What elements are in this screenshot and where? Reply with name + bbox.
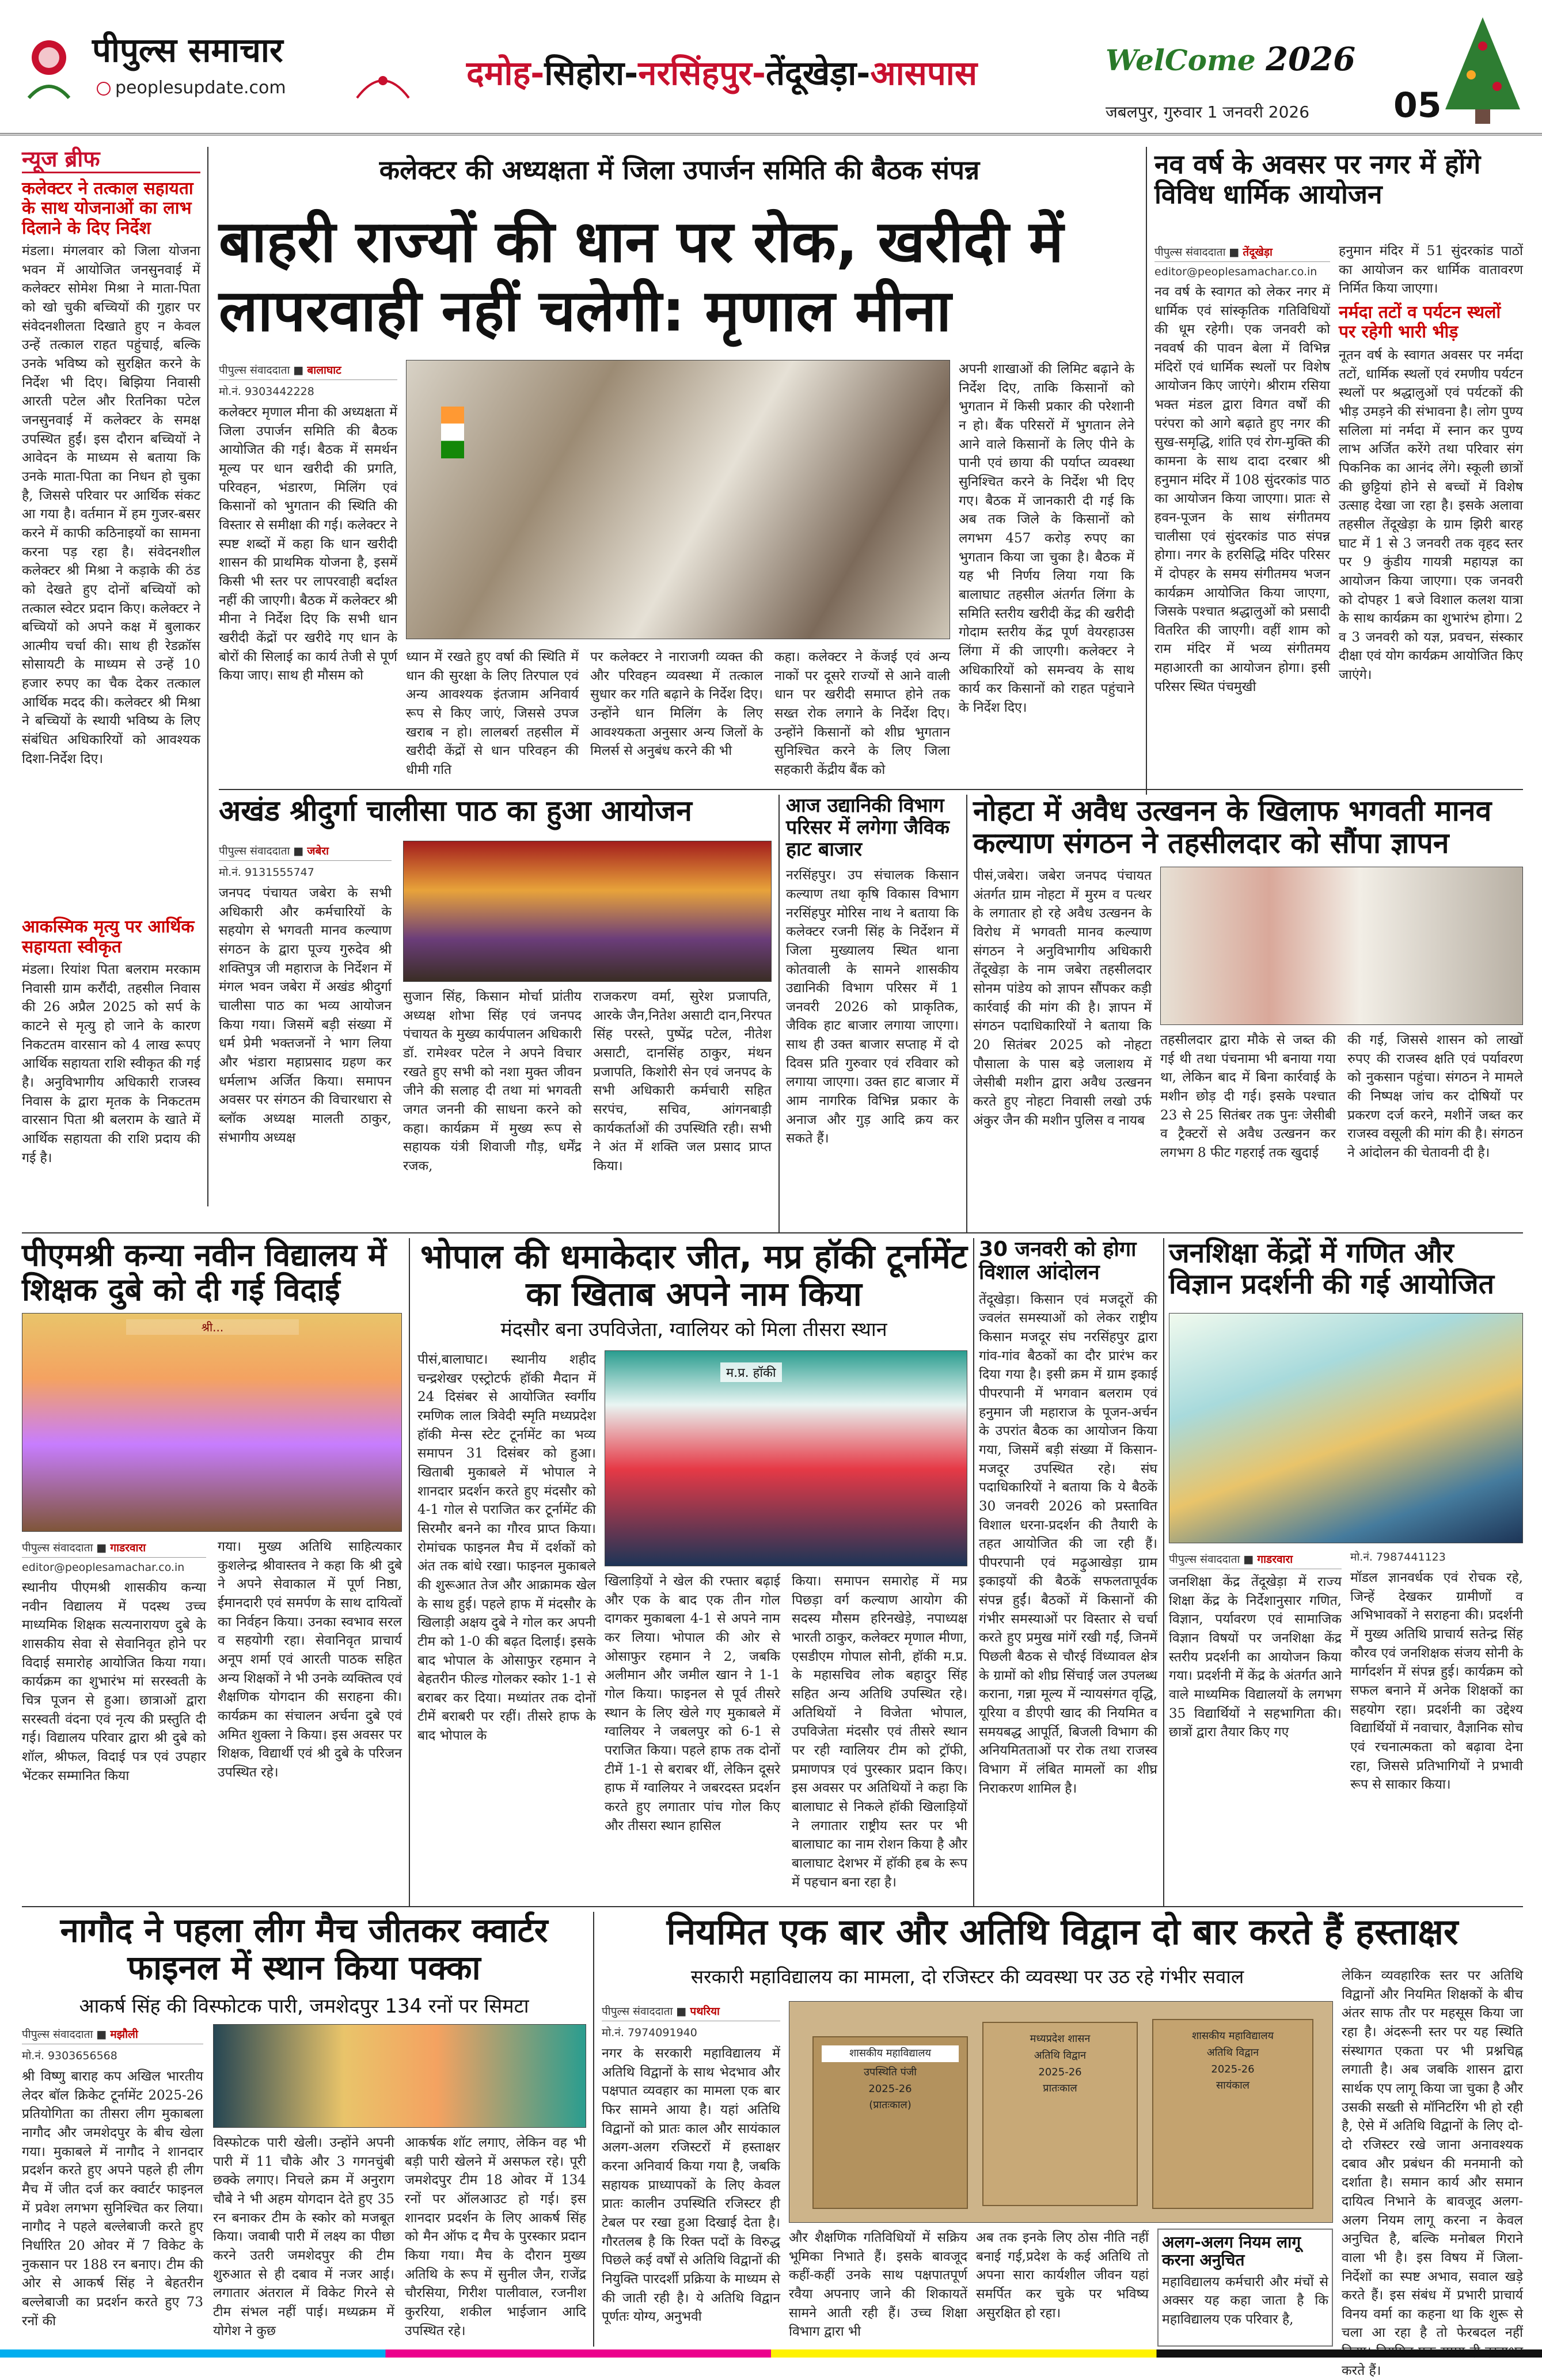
welcome-year: 2026: [1266, 40, 1356, 78]
lead-mobile: मो.नं. 9303442228: [219, 385, 314, 398]
lead-col1-text: कलेक्टर मृणाल मीना की अध्यक्षता में जिला उपार्जन समिति की बैठक आयोजित की गई। बैठक में समर्थन मूल्य पर धान खरीदी की प्रगति, परिवहन, भंडारण, मिलिंग एवं किसानों को भुगतान की स्थिति की विस्तार से समीक्षा की गई। कलेक्टर ने स्पष्ट शब्दों में कहा कि धान खरीदी शासन की प्राथमिक योजना है, इसमें किसी भी स्तर पर लापरवाही बर्दाश्त नहीं की जाएगी। बैठक में कलेक्टर श्री मीना ने निर्देश दिए कि सभी धान खरीदी केंद्रों पर खरीदे गए धान के बोरों की सिलाई का कार्य तेजी से पूर्ण किया जाए। साथ ही मौसम को: [219, 405, 397, 684]
xmas-tree-icon: [1440, 12, 1526, 127]
register-headline: नियमित एक बार और अतिथि विद्वान दो बार करते हैं हस्ताक्षर: [666, 1911, 1459, 1953]
cricket-col2-text: विस्फोटक पारी खेली। उन्होंने अपनी पारी में 11 चौके और 3 गगनचुंबी छक्के लगाए। निचले क्रम में अनुराग चौबे ने भी अहम योगदान देते हुए 35 रन बनाकर टीम के स्कोर को मजबूत किया। जवाबी पारी में लक्ष्य का पीछा करने उतरी जमशेदपुर की टीम शुरुआत से ही दबाव में नजर आई। लगातार अंतराल में विकेट गिरने से टीम संभल नहीं पाई। मध्यक्रम में योगेश ने कुछ: [213, 2135, 394, 2339]
register-mobile: मो.नं. 7974091940: [602, 2026, 697, 2039]
page-number: 05: [1393, 85, 1442, 126]
byline-text: पीपुल्स संवाददाता: [1169, 1553, 1240, 1566]
lead-col5-text: अपनी शाखाओं की लिमिट बढ़ाने के निर्देश दिए, ताकि किसानों को भुगतान में किसी प्रकार की परेशानी न हो। बैंक परिसरों में भुगतान लेने आने वाले किसानों के लिए पीने के पानी एवं छाया की पर्याप्त व्यवस्था सुनिश्चित करने के निर्देश भी दिए गए। बैठक में जानकारी दी गई कि अब तक जिले के किसानों को लगभग 457 करोड़ रुपए का भुगतान किया जा चुका है। बैठक में यह भी निर्णय लिया गया कि बालाघाट तहसील अंतर्गत लिंगा के समिति स्तरीय खरीदी केंद्र की खरीदी गोदाम स्तरीय केंद्र पूर्ण वेयरहाउस लिंगा में की जाएगी। कलेक्टर ने अधिकारियों को समन्वय के साथ कार्य कर किसानों को राहत पहुंचाने के निर्देश दिए।: [959, 362, 1134, 715]
divider: [778, 795, 780, 1232]
brief2-body: मंडला। रियांश पिता बलराम मरकाम निवासी ग्राम करौंदी, तहसील निवास की 26 अप्रैल 2025 को सर्प के काटने से मृत्यु हो जाने के कारण निकटतम वारसान को 4 लाख रूपए आर्थिक सहायता राशि स्वीकृत की गई है। अनुविभागीय अधिकारी राजस्व निवास के द्वारा मृतक के निकटतम वारसान पिता श्री बलराम के खाते में आर्थिक सहायता की राशि प्रदाय की गई है।: [22, 962, 200, 1166]
register-2-label-c: 2025-26: [1038, 2066, 1082, 2078]
farewell-headline: पीएमश्री कन्या नवीन विद्यालय में शिक्षक दुबे को दी गई विदाई: [22, 1237, 387, 1308]
divider: [207, 147, 208, 1206]
welcome-banner: [1106, 40, 1355, 78]
register-col4: [1342, 1967, 1523, 2378]
chalisa-col2-text: सुजान सिंह, किसान मोर्चा प्रांतीय अध्यक्ष शोभा सिंह एवं जनपद पंचायत के मुख्य कार्यपालन अधिकारी डॉ. रामेश्वर पटेल ने अपने विचार रखते हुए सभी को नशा मुक्त जीवन जीने की सलाह दी तथा मां भगवती जगत जननी की साधना करने को कहा। कार्यक्रम में मुख्य रूप से सहायक यंत्री शिवाजी गौड़, धर्मेंद्र रजक,: [403, 989, 582, 1174]
protest-story: [979, 1238, 1157, 1906]
register-3-label-d: सायंकाल: [1216, 2079, 1249, 2092]
register-byline: पीपुल्स संवाददाता ■ पथरिया: [602, 2001, 780, 2021]
edition-part-sihora: सिहोरा-: [544, 54, 639, 93]
masthead-ornament-mid: [351, 63, 415, 109]
divider: [966, 795, 967, 1232]
science-col2: [1350, 1549, 1523, 1906]
cricket-col3: [405, 2134, 586, 2347]
lead-col3: [590, 648, 763, 812]
science-col1-text: जनशिक्षा केंद्र तेंदूखेड़ा में राज्य शिक्षा केंद्र के निर्देशानुसार गणित, विज्ञान, पर्यावरण एवं सामाजिक विज्ञान विषयों पर जनशिक्षा केंद्र स्तरीय प्रदर्शनी का आयोजन किया गया। प्रदर्शनी में केंद्र के अंतर्गत आने वाले माध्यमिक विद्यालयों के लगभग 35 विद्यार्थियों ने सहभागिता की। छात्रों द्वारा तैयार किए गए: [1169, 1574, 1342, 1740]
register-3-label-c: 2025-26: [1211, 2063, 1255, 2075]
hockey-col1-text: पीसं,बालाघाट। स्थानीय शहीद चन्द्रशेखर एस्ट्रोटर्फ हॉकी मैदान में 24 दिसंबर से आयोजित स्वर्गीय रमणिक लाल त्रिवेदी स्मृति मध्यप्रदेश हॉकी मेन्स स्टेट टूर्नामेंट का भव्य समापन 31 दिसंबर को हुआ। खिताबी मुकाबले में भोपाल ने शानदार प्रदर्शन करते हुए मंदसौर को 4-1 गोल से पराजित कर टूर्नामेंट की सिरमौर बनने का गौरव प्राप्त किया। रोमांचक फाइनल मैच में दर्शकों को अंत तक बांधे रखा। फाइनल मुकाबले की शुरूआत तेज और आक्रामक खेल के साथ हुई। पहले हाफ में मंदसौर के खिलाड़ी अक्षय दुबे ने गोल कर अपनी टीम को 1-0 की बढ़त दिलाई। इसके बाद भोपाल के ओसाफुर रहमान ने बेहतरीन फील्ड गोलकर स्कोर 1-1 से बराबर कर दिया। मध्यांतर तक दोनों टीमें बराबरी पर रहीं। तीसरे हाफ के बाद भोपाल के: [417, 1352, 596, 1744]
haat-headline: आज उद्यानिकी विभाग परिसर में लगेगा जैविक हाट बाजार: [786, 794, 949, 861]
edition-part-narsinghpur: नरसिंहपुर-: [638, 54, 766, 93]
divider: [22, 1232, 1523, 1233]
lead-col5: [959, 360, 1134, 812]
chalisa-mobile: मो.नं. 9131555747: [219, 866, 314, 879]
chalisa-col1: [219, 841, 392, 1232]
register-2-label-d: प्रातःकाल: [1043, 2082, 1077, 2095]
byline-place: गाडरवारा: [1257, 1553, 1293, 1566]
register-col2: [789, 2229, 967, 2347]
illegal-photo: [1160, 867, 1523, 1025]
edition-title: [466, 55, 977, 92]
cricket-col2: [213, 2134, 394, 2347]
farewell-col2: [218, 1538, 402, 1906]
byline-text: पीपुल्स संवाददाता: [602, 2005, 673, 2018]
register-1-label-d: (प्रातःकाल): [869, 2099, 911, 2112]
edition-part-damoh: दमोह-: [466, 54, 545, 93]
cricket-byline: पीपुल्स संवाददाता ■ मझौली: [22, 2024, 203, 2044]
hockey-photo: [605, 1350, 967, 1566]
hockey-banner: म.प्र. हॉकी: [720, 1362, 782, 1382]
register-3-label-b: अतिथि विद्वान: [1206, 2046, 1259, 2059]
hockey-col1: [417, 1350, 596, 1906]
globe-icon: [97, 82, 111, 96]
religious-col2-top: हनुमान मंदिर में 51 सुंदरकांड पाठों का आयोजन कर धार्मिक वातावरण निर्मित किया जाएगा।: [1339, 244, 1523, 297]
lead-headline: बाहरी राज्यों की धान पर रोक, खरीदी में लापरवाही नहीं चलेगी: मृणाल मीना: [219, 208, 1064, 344]
register-col3: [976, 2229, 1149, 2347]
masthead-website: [97, 78, 286, 98]
lead-photo-meeting: [406, 360, 950, 639]
cricket-col3-text: आकर्षक शॉट लगाए, लेकिन वह भी बड़ी पारी खेलने में असफल रहे। पूरी जमशेदपुर टीम 18 ओवर में 134 रनों पर ऑलआउट हो गई। इस शानदार प्रदर्शन के लिए आकर्ष सिंह को मैन ऑफ द मैच के पुरस्कार प्रदान किया गया। मैच के दौरान मुख्य अतिथि के रूप में सुनील जैन, राजेंद्र चौरसिया, गिरीश पालीवाल, रजनीश कुररिया, शकील भाईजान आदि उपस्थित रहे।: [405, 2135, 586, 2339]
illegal-headline: नोहटा में अवैध उत्खनन के खिलाफ भगवती मानव कल्याण संगठन ने तहसीलदार को सौंपा ज्ञापन: [973, 794, 1492, 860]
website-text: peoplesupdate.com: [115, 78, 286, 98]
lead-col4: [774, 648, 950, 812]
chalisa-col3-text: राजकरण वर्मा, सुरेश प्रजापति, आरके जैन,नितेश असाटी दान,निरपत सिंह परस्ते, पुष्पेंद्र पटेल, नीतेश असाटी, दानसिंह ठाकुर, मंथन प्रजापति, किशोरी सेन एवं जनपद के सभी अधिकारी कर्मचारी सहित सरपंच, सचिव, आंगनबाड़ी कार्यकर्ताओं की उपस्थिति रही। सभी ने अंत में शक्ति जल प्रसाद प्राप्त किया।: [593, 989, 772, 1174]
brief1-title: कलेक्टर ने तत्काल सहायता के साथ योजनाओं का लाभ दिलाने के दिए निर्देश: [22, 178, 193, 238]
chalisa-photo: [403, 841, 772, 982]
divider: [22, 1906, 1523, 1907]
cricket-col1: [22, 2024, 203, 2347]
color-registration-bar: [0, 2349, 1542, 2358]
farewell-byline: पीपुल्स संवाददाता ■ गाडरवारा: [22, 1538, 206, 1558]
byline-place: गाडरवारा: [110, 1542, 146, 1554]
byline-place: बालाघाट: [307, 364, 341, 377]
illegal-col1: [973, 867, 1152, 1128]
register-1-label-b: उपस्थिति पंजी: [864, 2066, 917, 2078]
cricket-headline: नागौद ने पहला लीग मैच जीतकर क्वार्टर फाइनल में स्थान किया पक्का: [60, 1911, 548, 1987]
religious-col1: [1154, 242, 1330, 795]
divider: [593, 1912, 594, 2347]
cricket-col1-text: श्री विष्णु बाराह कप अखिल भारतीय लेदर बॉल क्रिकेट टूर्नामेंट 2025-26 प्रतियोगिता का तीसरा लीग मुकाबला नागौद और जमशेदपुर के बीच खेला गया। मुकाबले में नागौद ने शानदार प्रदर्शन करते हुए अपने पहले ही लीग मैच में जीत दर्ज कर क्वार्टर फाइनल में प्रवेश लगभग सुनिश्चित कर लिया। नागौद ने पहले बल्लेबाजी करते हुए निर्धारित 20 ओवर में 7 विकेट के नुकसान पर 188 रन बनाए। टीम की ओर से आकर्ष सिंह ने बेहतरीन बल्लेबाजी का प्रदर्शन करते हुए 73 रनों की: [22, 2069, 203, 2329]
cricket-subhead: आकर्ष सिंह की विस्फोटक पारी, जमशेदपुर 134 रनों पर सिमटा: [79, 1995, 529, 2018]
byline-text: पीपुल्स संवाददाता: [22, 1542, 93, 1554]
register-3: [1152, 2019, 1313, 2209]
register-col2-text: और शैक्षणिक गतिविधियों में सक्रिय भूमिका निभाते हैं। इसके बावजूद कहीं-कहीं उनके साथ पक्षपातपूर्ण रवैया अपनाए जाने की शिकायतें सामने आती रही हैं। उच्च शिक्षा विभाग द्वारा भी: [789, 2230, 967, 2340]
science-byline: पीपुल्स संवाददाता ■ गाडरवारा: [1169, 1549, 1342, 1569]
register-2: [982, 2022, 1138, 2206]
science-col1: [1169, 1549, 1342, 1906]
masthead-ornament-left: [23, 35, 75, 109]
farewell-photo: [22, 1313, 402, 1532]
register-col3-text: अब तक इनके लिए ठोस नीति नहीं बनाई गई,प्रदेश के कई अतिथि तो अपना सारा कार्यशील जीवन यहां समर्पित कर चुके पर भविष्य असुरक्षित हो रहा।: [976, 2230, 1149, 2321]
chalisa-headline: अखंड श्रीदुर्गा चालीसा पाठ का हुआ आयोजन: [219, 794, 692, 828]
illegal-body1: पीसं,जबेरा। जबेरा जनपद पंचायत अंतर्गत ग्राम नोहटा में मुरम व पत्थर के लगातार हो रहे अवैध उत्खनन के विरोध में भगवती मानव कल्याण संगठन ने अनुविभागीय अधिकारी तेंदूखेड़ा के नाम जबेरा तहसीलदार सोनम पांडेय को ज्ञापन सौंपकर कड़ी कार्रवाई की मांग की है। ज्ञापन में संगठन पदाधिकारियों ने बताया कि 20 सितंबर 2025 को नोहटा पौसाला के पास बड़े जलाशय में जेसीबी मशीन द्वारा अवैध उत्खनन करते हुए नोहटा निवासी लखो उर्फ अंकुर जैन की मशीन पुलिस व नायब: [973, 868, 1152, 1128]
religious-email: editor@peoplesamachar.co.in: [1154, 265, 1317, 278]
farewell-col1-text: स्थानीय पीएमश्री शासकीय कन्या नवीन विद्यालय में पदस्थ उच्च माध्यमिक शिक्षक सत्यनारायण दुबे के शासकीय सेवा से सेवानिवृत होने पर विदाई समारोह आयोजित किया गया। कार्यक्रम का शुभारंभ मां सरस्वती के चित्र पूजन से हुआ। छात्राओं द्वारा सरस्वती वंदना एवं नृत्य की प्रस्तुति दी गई। विद्यालय परिवार द्वारा श्री दुबे को शॉल, श्रीफल, विदाई पत्र एवं उपहार भेंटकर सम्मानित किया: [22, 1580, 206, 1783]
hockey-col3-text: किया। समापन समारोह में मप्र पिछड़ा वर्ग कल्याण आयोग की सदस्य मौसम हरिनखेड़े, नपाध्यक्ष भारती ठाकुर, कलेक्टर मृणाल मीणा, एसडीएम गोपाल सोनी, हॉकी म.प्र. के महासचिव लोक बहादुर सिंह सहित अन्य अतिथि उपस्थित रहे। अतिथियों ने विजेता भोपाल, उपविजेता मंदसौर एवं तीसरे स्थान पर रही ग्वालियर टीम को ट्रॉफी, प्रमाणपत्र एवं पुरस्कार प्रदान किए। इस अवसर पर अतिथियों ने कहा कि बालाघाट से निकले हॉकी खिलाड़ियों ने लगातार राष्ट्रीय स्तर पर भी बालाघाट का नाम रोशन किया है और बालाघाट देशभर में हॉकी हब के रूप में पहचान बना रहा है।: [792, 1574, 967, 1890]
divider: [1163, 1238, 1164, 1906]
lead-col4-text: कहा। कलेक्टर ने केंजई एवं अन्य नाकों पर दूसरे राज्यों से आने वाली धान पर खरीदी समाप्त होने तक सख्त रोक लगाने के निर्देश दिए। उन्होंने किसानों को शीघ्र भुगतान सुनिश्चित करने के लिए जिला सहकारी केंद्रीय बैंक को: [774, 650, 950, 777]
hockey-col3: [792, 1572, 967, 1906]
religious-col2-text: नूतन वर्ष के स्वागत अवसर पर नर्मदा तटों, धार्मिक स्थलों एवं रमणीय पर्यटन स्थलों पर श्रद्धालुओं एवं पर्यटकों की भीड़ उमड़ने की संभावना है। लोग पुण्य सलिला मां नर्मदा में स्नान कर पुण्य लाभ अर्जित करेंगे तथा परिवार संग पिकनिक का आनंद लेंगे। स्कूली छात्रों की छुट्टियां होने से बच्चों में विशेष उत्साह देखा जा रहा है। इसके अलावा तहसील तेंदूखेड़ा के ग्राम झिरी बारह घाट में 1 से 3 जनवरी तक वृहद स्तर पर 9 कुंडीय गायत्री महायज्ञ का आयोजन किया जाएगा। एक जनवरी को दोपहर 1 बजे विशाल कलश यात्रा के साथ कार्यक्रम का शुभारंभ होगा। 2 व 3 जनवरी को यज्ञ, प्रवचन, संस्कार दीक्षा एवं योग कार्यक्रम आयोजित किए जाएंगे।: [1339, 347, 1523, 683]
byline-place: पथरिया: [690, 2005, 720, 2018]
edition-part-aaspaas: आसपास: [870, 54, 978, 93]
farewell-col2-text: गया। मुख्य अतिथि साहित्यकार कुशलेन्द्र श्रीवास्तव ने कहा कि श्री दुबे ने अपने सेवाकाल में पूर्ण निष्ठा, ईमानदारी एवं समर्पण के साथ दायित्वों का निर्वहन किया। उनका स्वभाव सरल व सहयोगी रहा। सेवानिवृत प्राचार्य अनूप शर्मा एवं आरती पाठक सहित अन्य शिक्षकों ने भी उनके व्यक्तित्व एवं शैक्षणिक योगदान की सराहना की। कार्यक्रम का संचालन अर्चना दुबे एवं अमित शुक्ला ने किया। इस अवसर पर शिक्षक, विद्यार्थी एवं श्री दुबे के परिजन उपस्थित रहे।: [218, 1539, 402, 1780]
register-2-label-b: अतिथि विद्वान: [1034, 2049, 1087, 2062]
science-photo: [1169, 1313, 1523, 1543]
cricket-photo: [213, 2024, 586, 2128]
chalisa-col3: [593, 988, 772, 1232]
register-3-label-a: शासकीय महाविद्यालय: [1191, 2030, 1274, 2042]
lead-col1: [219, 360, 397, 809]
religious-col1-text: नव वर्ष के स्वागत को लेकर नगर में धार्मिक एवं सांस्कृतिक गतिविधियों की धूम रहेगी। एक जनवरी को नववर्ष की पावन बेला में विभिन्न मंदिरों एवं धार्मिक स्थलों पर विशेष आयोजन किए जाएंगे। श्रीराम रसिया भक्त मंडल द्वारा विगत वर्षों की परंपरा को आगे बढ़ाते हुए नगर की सुख-समृद्धि, शांति एवं रोग-मुक्ति की कामना के साथ दादा दरबार श्री हनुमान मंदिर में 108 सुंदरकांड पाठ का आयोजन किया जाएगा। प्रातः से हवन-पूजन के साथ संगीतमय चालीसा एवं सुंदरकांड पाठ संपन्न होगा। नगर के हरसिद्धि मंदिर परिसर में दोपहर के समय संगीतमय भजन कार्यक्रम आयोजित किया जाएगा, जिसके पश्चात श्रद्धालुओं को प्रसादी वितरित की जाएगी। वहीं शाम को राम मंदिर में भव्य संगीतमय महाआरती का आयोजन होगा। इसी परिसर स्थित पंचमुखी: [1154, 284, 1330, 694]
news-brief-label: न्यूज ब्रीफ: [22, 147, 200, 173]
illegal-col3: [1347, 1031, 1523, 1232]
farewell-banner: श्री...: [126, 1319, 299, 1335]
register-subhead: सरकारी महाविद्यालय का मामला, दो रजिस्टर की व्यवस्था पर उठ रहे गंभीर सवाल: [690, 1965, 1244, 1988]
chalisa-col2: [403, 988, 582, 1232]
religious-headline: नव वर्ष के अवसर पर नगर में होंगे विविध धार्मिक आयोजन: [1154, 149, 1481, 210]
brief2-title: आकस्मिक मृत्यु पर आर्थिक सहायता स्वीकृत: [22, 917, 195, 957]
byline-text: पीपुल्स संवाददाता: [219, 845, 290, 857]
register-1-label-c: 2025-26: [868, 2082, 912, 2095]
illegal-body3: की गई, जिससे शासन को लाखों रुपए की राजस्व क्षति एवं पर्यावरण को नुकसान पहुंचा। संगठन ने मामले की निष्पक्ष जांच कर दोषियों पर प्रकरण दर्ज करने, मशीनें जब्त कर राजस्व वसूली की मांग की है। संगठन ने आंदोलन की चेतावनी दी है।: [1347, 1033, 1523, 1160]
welcome-text: WelCome: [1106, 43, 1256, 77]
divider: [1146, 147, 1147, 795]
masthead-logo: पीपुल्स समाचार: [92, 31, 283, 70]
byline-text: पीपुल्स संवाददाता: [219, 364, 290, 377]
photo-flag-icon: [441, 407, 464, 458]
register-col1: [602, 2001, 780, 2347]
illegal-body2: तहसीलदार द्वारा मौके से जब्त की गई थी तथा पंचनामा भी बनाया गया था, लेकिन बाद में बिना कार्रवाई के मशीन छोड़ दी गई। इसके पश्चात 23 से 25 सितंबर तक पुनः जेसीबी व ट्रैक्टरों से अवैध उत्खनन कर लगभग 8 फीट गहराई तक खुदाई: [1160, 1033, 1336, 1160]
illegal-col2: [1160, 1031, 1336, 1232]
byline-place: जबेरा: [307, 845, 329, 857]
lead-col2-text: ध्यान में रखते हुए वर्षा की स्थिति में धान की सुरक्षा के लिए तिरपाल एवं अन्य आवश्यक इंतजाम अनिवार्य रूप से किए जाएं, जिससे उपज खराब न हो। लालबर्रा तहसील में खरीदी केंद्रों से धान परिवहन की धीमी गति: [406, 650, 579, 777]
byline-text: पीपुल्स संवाददाता: [1154, 246, 1226, 259]
hockey-subhead: मंदसौर बना उपविजेता, ग्वालियर को मिला तीसरा स्थान: [500, 1318, 887, 1341]
haat-story: [786, 795, 959, 1232]
brief1-body: मंडला। मंगलवार को जिला योजना भवन में आयोजित जनसुनवाई में कलेक्टर सोमेश मिश्रा ने माता-पिता को खो चुकी बच्चियों की गुहार पर संवेदनशीलता दिखाते हुए न केवल उन्हें तत्काल राहत पहुंचाई, बल्कि उनके भविष्य को सुरक्षित करने के निर्देश भी दिए। बिझिया निवासी आरती पटेल और रितनिका पटेल जनसुनवाई में कलेक्टर के समक्ष उपस्थित हुईं। इस दौरान बच्चियों ने आवेदन के माध्यम से बताया कि उनके माता-पिता का निधन हो चुका है, जिससे परिवार पर आर्थिक संकट आ गया है। वर्तमान में हम गुजर-बसर करने में काफी कठिनाइयों का सामना करना पड़ रहा है। संवेदनशील कलेक्टर श्री मिश्रा ने कड़ाके की ठंड को देखते हुए दोनों बच्चियों को तत्काल स्वेटर प्रदान किए। कलेक्टर ने बच्चियों को अपने कक्ष में बुलाकर आत्मीय चर्चा की। साथ ही रेडक्रॉस सोसायटी के माध्यम से उन्हें 10 हजार रुपए का चैक देकर तत्काल आर्थिक मदद की। कलेक्टर श्री मिश्रा ने बच्चियों के स्थायी भविष्य के लिए संबंधित अधिकारियों को आवश्यक दिशा-निर्देश दिए।: [22, 244, 200, 766]
science-headline: जनशिक्षा केंद्रों में गणित और विज्ञान प्रदर्शनी की गई आयोजित: [1169, 1237, 1494, 1300]
register-col1-text: नगर के सरकारी महाविद्यालय में अतिथि विद्वानों के साथ भेदभाव और पक्षपात व्यवहार का मामला एक बार फिर सामने आया है। यहां अतिथि विद्वानों को प्रातः काल और सायंकाल अलग-अलग रजिस्टरों में हस्ताक्षर करना अनिवार्य किया गया है, जबकि सहायक प्राध्यापकों के लिए केवल प्रातः कालीन उपस्थिति रजिस्टर ही टेबल पर रखा हुआ दिखाई देता है। गौरतलब है कि रिक्त पदों के विरुद्ध पिछले कई वर्षों से अतिथि विद्वानों की नियुक्ति पारदर्शी प्रक्रिया के माध्यम से की जाती रही है। ये अतिथि विद्वान पूर्णतः योग्य, अनुभवी: [602, 2046, 780, 2325]
masthead: [0, 0, 1542, 135]
register-1: [812, 2036, 968, 2209]
science-col2-text: मॉडल ज्ञानवर्धक एवं रोचक रहे, जिन्हें देखकर ग्रामीणों व अभिभावकों ने सराहना की। प्रदर्शनी में मुख्य अतिथि प्राचार्य सतेन्द्र सिंह कौरव एवं जनशिक्षक संजय सोनी के मार्गदर्शन में संपन्न हुई। कार्यक्रम को सफल बनाने में अनेक शिक्षकों का सहयोग रहा। प्रदर्शनी का उद्देश्य विद्यार्थियों में नवाचार, वैज्ञानिक सोच एवं रचनात्मकता को बढ़ावा देना रहा, जिससे प्रतिभागियों ने प्रभावी रूप से साकार किया।: [1350, 1570, 1523, 1793]
chalisa-col1-text: जनपद पंचायत जबेरा के सभी अधिकारी और कर्मचारियों के सहयोग से भगवती मानव कल्याण संगठन के द्वारा पूज्य गुरुदेव श्री शक्तिपुत्र जी महाराज के निर्देशन में मंगल भवन जबेरा में अखंड श्रीदुर्गा चालीसा पाठ का भव्य आयोजन किया गया। जिसमें बड़ी संख्या में धर्म प्रेमी भक्तजनों ने भाग लिया और भंडारा महाप्रसाद ग्रहण कर धर्मलाभ अर्जित किया। समापन अवसर पर संगठन की विचारधारा से ब्लॉक अध्यक्ष मालती ठाकुर, संभागीय अध्यक्ष: [219, 886, 392, 1145]
religious-byline: पीपुल्स संवाददाता ■ तेंदूखेड़ा: [1154, 242, 1330, 262]
divider: [973, 1238, 974, 1906]
protest-body: तेंदूखेड़ा। किसान एवं मजदूरों की ज्वलंत समस्याओं को लेकर राष्ट्रीय किसान मजदूर संघ नरसिंहपुर द्वारा गांव-गांव बैठकों का दौर प्रारंभ कर दिया गया है। इसी क्रम में ग्राम इकाई पीपरपानी में भगवान बलराम एवं हनुमान जी महाराज के पूजन-अर्चन के उपरांत बैठक का आयोजन किया गया, जिसमें बड़ी संख्या में किसान-मजदूर उपस्थित रहे। संघ पदाधिकारियों ने बताया कि ये बैठकें 30 जनवरी 2026 को प्रस्तावित विशाल धरना-प्रदर्शन की तैयारी के तहत आयोजित की जा रही हैं। पीपरपानी एवं मढ़ुआखेड़ा ग्राम इकाइयों की बैठकें सफलतापूर्वक संपन्न हुईं। बैठकों में किसानों की गंभीर समस्याओं पर विस्तार से चर्चा करते हुए प्रमुख मांगें रखी गईं, जिनमें पिछली बैठक से चौरई विंध्यावल क्षेत्र के ग्रामों को शीघ्र सिंचाई जल उपलब्ध कराना, गन्ना मूल्य में न्यायसंगत वृद्धि, यूरिया व डीएपी खाद की नियमित व समयबद्ध आपूर्ति, बिजली विभाग की अनियमितताओं पर रोक तथा राजस्व विभाग में लंबित मामलों का शीघ्र निराकरण शामिल है।: [979, 1292, 1157, 1796]
divider: [219, 789, 1523, 790]
byline-place: मझौली: [110, 2028, 138, 2041]
dateline: जबलपुर, गुरुवार 1 जनवरी 2026: [1106, 103, 1310, 122]
register-col4-text: लेकिन व्यवहारिक स्तर पर अतिथि विद्वानों और नियमित शिक्षकों के बीच अंतर साफ तौर पर महसूस किया जा रहा है। अंदरूनी स्तर पर यह स्थिति संस्थागत एकता पर भी प्रश्नचिह्न लगाती है। अब जबकि शासन द्वारा सार्थक एप लागू किया जा चुका है और उसकी सख्ती से मॉनिटरिंग भी हो रही है, ऐसे में अतिथि विद्वानों के लिए दो-दो रजिस्टर रखे जाना अनावश्यक दबाव और प्रबंधन की मनमानी को दर्शाता है। समान कार्य और समान दायित्व निभाने के बावजूद अलग-अलग नियम लागू करना न केवल अनुचित है, बल्कि मनोबल गिराने वाला भी है। इस विषय में जिला-निर्देशों का स्पष्ट अभाव, सवाल खड़े करते हैं। इस संबंध में प्रभारी प्राचार्य विनय वर्मा का कहना था कि शुरू से चला आ रहा है तो फेरबदल नहीं करते हैं।: [1342, 1968, 1523, 2378]
lead-kicker: कलेक्टर की अध्यक्षता में जिला उपार्जन समिति की बैठक संपन्न: [379, 154, 980, 185]
lead-col2: [406, 648, 579, 812]
farewell-col1: [22, 1538, 206, 1906]
register-photo: [789, 2001, 1333, 2223]
byline-place: तेंदूखेड़ा: [1243, 246, 1273, 259]
protest-headline: 30 जनवरी को होगा विशाल आंदोलन: [979, 1238, 1137, 1285]
lead-col3-text: पर कलेक्टर ने नाराजगी व्यक्त की और परिवहन व्यवस्था में तत्काल सुधार कर गति बढ़ाने के निर्देश दिए। उन्होंने धान मिलिंग के लिए आवश्यकता अनुसार अन्य जिलों के मिलर्स से अनुबंध करने की भी: [590, 650, 763, 759]
register-box: [1157, 2229, 1333, 2347]
farewell-email: editor@peoplesamachar.co.in: [22, 1561, 185, 1574]
haat-body: नरसिंहपुर। उप संचालक किसान कल्याण तथा कृषि विकास विभाग नरसिंहपुर मोरिस नाथ ने बताया कि कलेक्टर रजनी सिंह के निर्देशन में जिला मुख्यालय स्थित थाना कोतवाली के सामने शासकीय उद्यानिकी विभाग परिसर में 1 जनवरी 2026 को प्राकृतिक, जैविक हाट बाजार लगाया जाएगा। साथ ही उक्त बाजार सप्ताह में दो दिवस प्रति गुरुवार एवं रविवार को लगाया जाएगा। उक्त हाट बाजार में आम नागरिक विभिन्न प्रकार के अनाज और गुड़ आदि क्रय कर सकते हैं।: [786, 868, 959, 1147]
register-box-body: महाविद्यालय कर्मचारी और मंचों से अक्सर यह कहा जाता है कि महाविद्यालय एक परिवार है,: [1162, 2274, 1328, 2328]
edition-part-tendukheda: तेंदूखेड़ा-: [765, 54, 871, 93]
register-1-label-a: शासकीय महाविद्यालय: [822, 2045, 959, 2062]
science-mobile: मो.नं. 7987441123: [1350, 1551, 1446, 1563]
register-box-title: अलग-अलग नियम लागू करना अनुचित: [1162, 2233, 1301, 2270]
register-2-label-a: मध्यप्रदेश शासन: [1030, 2033, 1091, 2045]
religious-col2: [1339, 242, 1523, 795]
chalisa-byline: पीपुल्स संवाददाता ■ जबेरा: [219, 841, 392, 861]
divider: [409, 1238, 410, 1906]
religious-subhead: नर्मदा तटों व पर्यटन स्थलों पर रहेगी भारी भीड़: [1339, 302, 1501, 343]
byline-text: पीपुल्स संवाददाता: [22, 2028, 93, 2041]
news-brief: [22, 147, 200, 1206]
hockey-col2: [605, 1572, 780, 1906]
hockey-headline: भोपाल की धमाकेदार जीत, मप्र हॉकी टूर्नामेंट का खिताब अपने नाम किया: [420, 1237, 967, 1314]
cricket-mobile: मो.नं. 9303656568: [22, 2049, 117, 2062]
lead-byline: पीपुल्स संवाददाता ■ बालाघाट: [219, 360, 397, 380]
hockey-col2-text: खिलाड़ियों ने खेल की रफ्तार बढ़ाई और एक के बाद एक तीन गोल दागकर मुकाबला 4-1 से अपने नाम कर लिया। भोपाल की ओर से ओसाफुर रहमान ने 2, जबकि अलीमान और जमील खान ने 1-1 गोल किया। फाइनल से पूर्व तीसरे स्थान के लिए खेले गए मुकाबले में ग्वालियर ने जबलपुर को 6-1 से पराजित किया। पहले हाफ तक दोनों टीमें 1-1 से बराबर थीं, लेकिन दूसरे हाफ में ग्वालियर ने जबरदस्त प्रदर्शन करते हुए लगातार पांच गोल किए और तीसरा स्थान हासिल: [605, 1574, 780, 1834]
